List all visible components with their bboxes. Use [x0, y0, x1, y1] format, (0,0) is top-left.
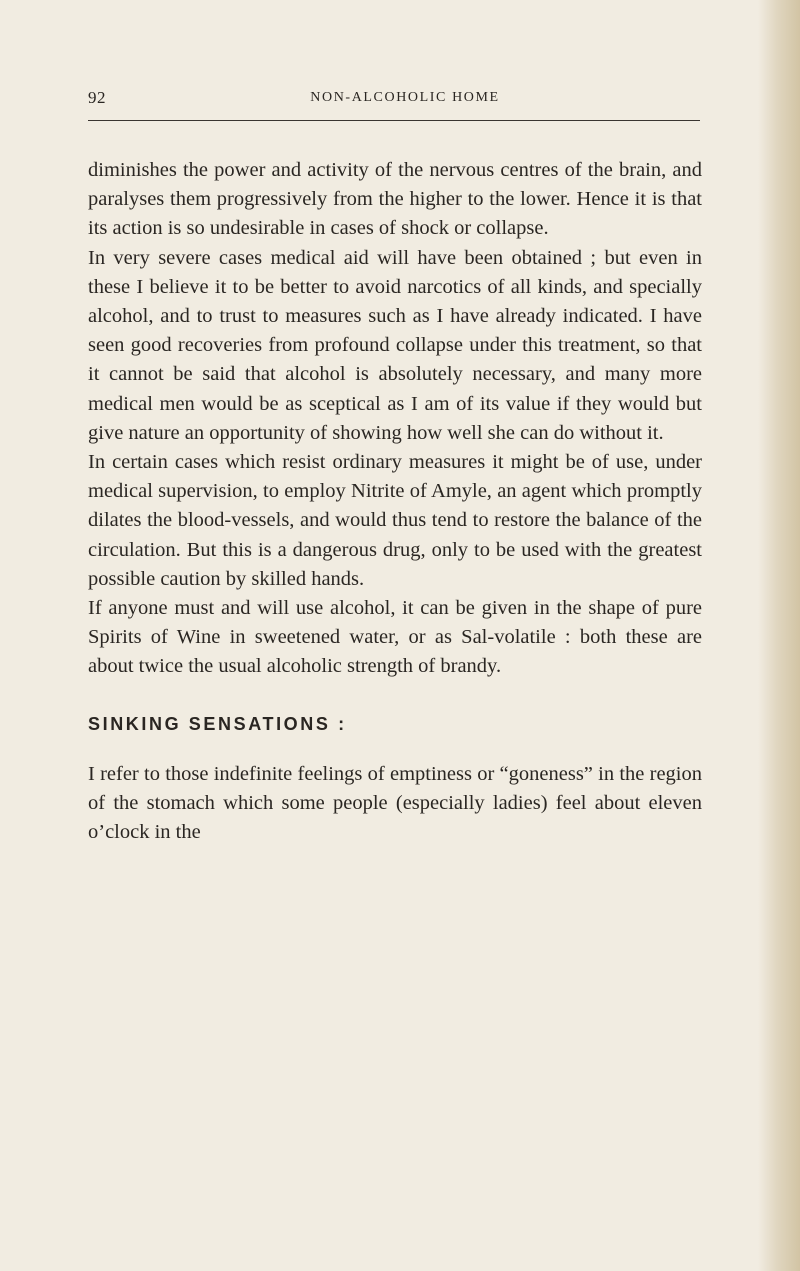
section-heading: SINKING SENSATIONS : [88, 714, 347, 734]
page-number: 92 [88, 88, 106, 107]
paragraph-medical-aid: In very severe cases medical aid will have been obtained ; but even in these I believe it to be better to avoid narcotics of all kinds, and specially alcohol, and to trust to measures such as I have already indicated. I have seen good recoveries from profound collapse under this treatment, so that it cannot be said that alcohol is absolutely necessary, and many more medical men would be as sceptical as I am of its value if they would but give nature an opportunity of showing how well she can do without it. [88, 246, 702, 444]
header-rule [88, 120, 700, 121]
running-head: NON-ALCOHOLIC HOME [310, 90, 500, 105]
section-body [88, 760, 702, 848]
paragraph-continuation: diminishes the power and activity of the nervous centres of the brain, and paralyses them progressively from the higher to the lower. Hence it is that its action is so undesirable in cases of shock or collapse. [88, 159, 702, 240]
body-text [88, 156, 702, 682]
page-header [88, 86, 702, 116]
paragraph-alcohol-use: If anyone must and will use alcohol, it can be given in the shape of pure Spirits of Wine in sweetened water, or as Sal-volatile : both these are about twice the usual alcoholic strength of brandy. [88, 597, 702, 678]
paragraph-nitrite-of-amyle: In certain cases which resist ordinary measures it might be of use, under medical supervision, to employ Nitrite of Amyle, an agent which promptly dilates the blood-vessels, and would thus tend to restore the balance of the circulation. But this is a dangerous drug, only to be used with the greatest possible caution by skilled hands. [88, 451, 702, 590]
paragraph-sinking-sensations: I refer to those indefinite feelings of emptiness or “goneness” in the region of the stomach which some people (especially ladies) feel about eleven o’clock in the [88, 763, 702, 844]
page-edge-shadow [758, 0, 800, 1271]
